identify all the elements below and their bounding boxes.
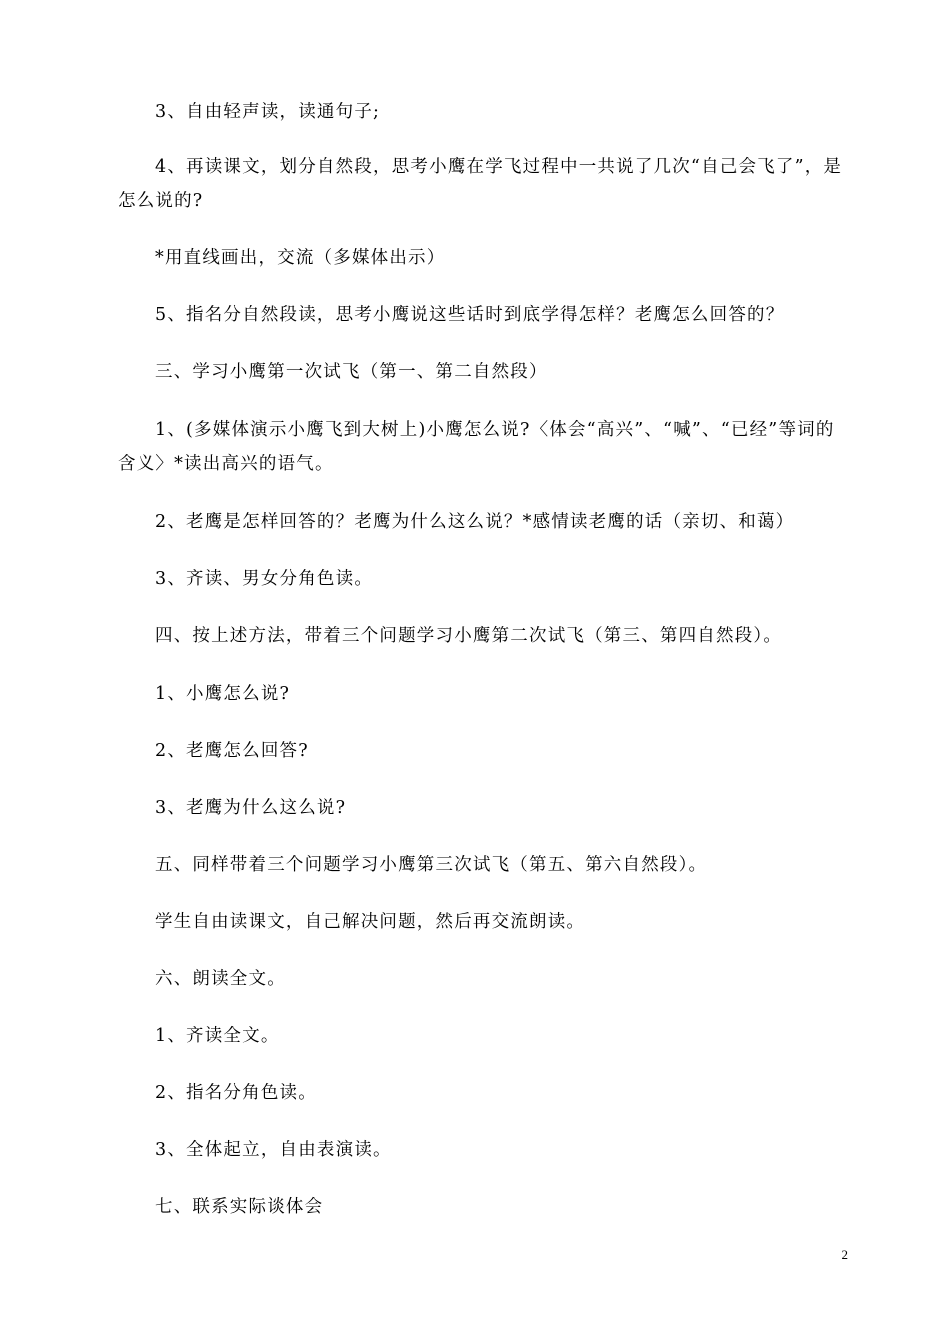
paragraph-8: 3、齐读、男女分角色读。 — [155, 569, 374, 589]
paragraph-10: 1、小鹰怎么说? — [155, 684, 291, 704]
paragraph-17: 2、指名分角色读。 — [155, 1083, 317, 1103]
paragraph-18: 3、全体起立，自由表演读。 — [155, 1140, 392, 1160]
section-heading-7: 七、联系实际谈体会 — [155, 1197, 324, 1217]
section-heading-4: 四、按上述方法，带着三个问题学习小鹰第二次试飞（第三、第四自然段）。 — [155, 626, 783, 646]
page-number: 2 — [841, 1247, 848, 1262]
paragraph-3: *用直线画出，交流（多媒体出示） — [155, 248, 446, 268]
paragraph-7: 2、老鹰是怎样回答的？老鹰为什么这么说？*感情读老鹰的话（亲切、和蔼） — [155, 512, 795, 532]
paragraph-12: 3、老鹰为什么这么说? — [155, 798, 347, 818]
section-heading-5: 五、同样带着三个问题学习小鹰第三次试飞（第五、第六自然段）。 — [155, 855, 708, 875]
paragraph-2: 4、再读课文，划分自然段，思考小鹰在学飞过程中一共说了几次“自己会飞了”，是怎么说的? — [118, 157, 843, 211]
paragraph-16: 1、齐读全文。 — [155, 1026, 280, 1046]
paragraph-4: 5、指名分自然段读，思考小鹰说这些话时到底学得怎样？老鹰怎么回答的？ — [155, 305, 785, 325]
section-heading-6: 六、朗读全文。 — [155, 969, 286, 989]
paragraph-14: 学生自由读课文，自己解决问题，然后再交流朗读。 — [155, 912, 586, 932]
paragraph-6: 1、(多媒体演示小鹰飞到大树上)小鹰怎么说?〈体会“高兴”、“喊”、“已经”等词的含义〉*读出高兴的语气。 — [118, 420, 835, 474]
section-heading-3: 三、学习小鹰第一次试飞（第一、第二自然段） — [155, 362, 548, 382]
paragraph-11: 2、老鹰怎么回答? — [155, 741, 309, 761]
paragraph-1: 3、自由轻声读，读通句子; — [155, 102, 381, 122]
